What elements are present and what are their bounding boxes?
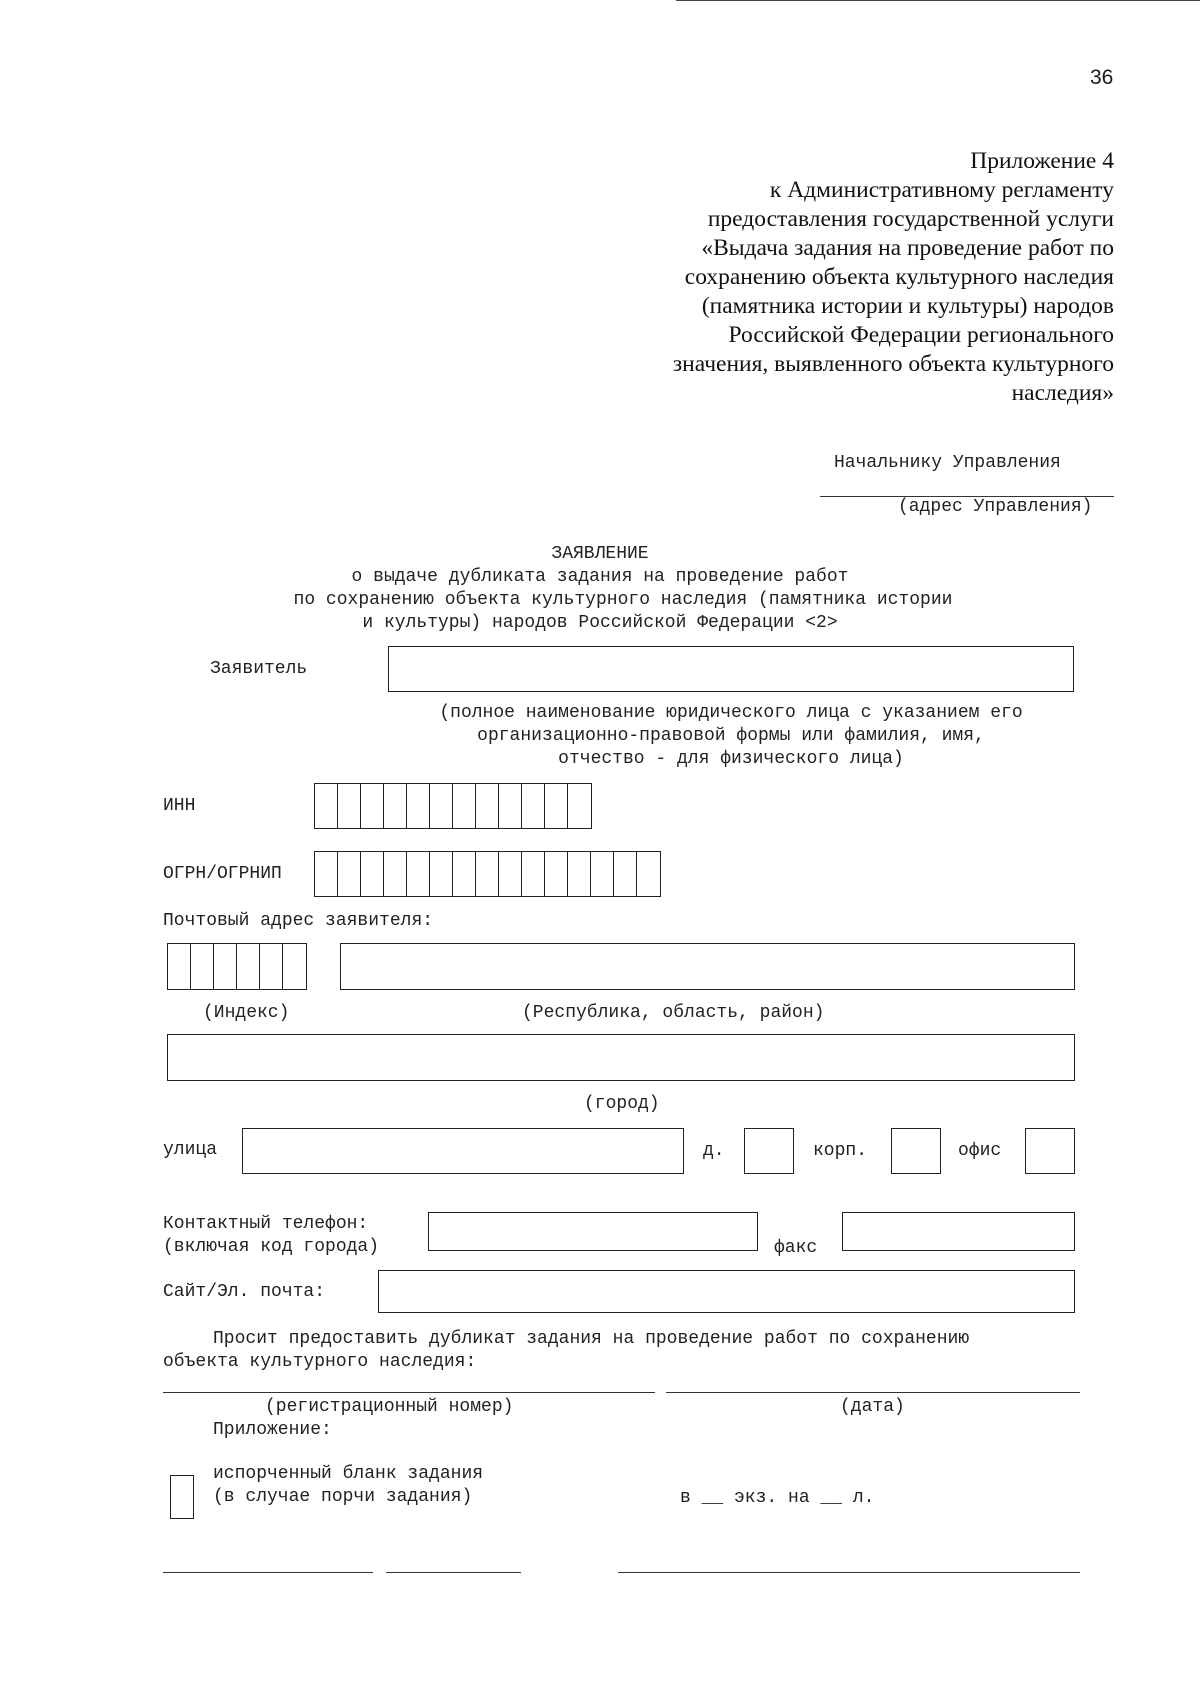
applicant-label: Заявитель (210, 659, 308, 679)
appendix-line: Российской Федерации регионального (728, 322, 1114, 348)
ogrn-cell[interactable] (407, 852, 430, 896)
index-cell[interactable] (214, 944, 237, 989)
appendix-line: предоставления государственной услуги (707, 206, 1114, 232)
inn-label: ИНН (163, 796, 196, 816)
house-field[interactable] (744, 1128, 794, 1174)
inn-cell[interactable] (338, 784, 361, 828)
page-number: 36 (1090, 66, 1114, 89)
ogrn-cell[interactable] (568, 852, 591, 896)
ogrn-cell[interactable] (476, 852, 499, 896)
appendix-line: (памятника истории и культуры) народов (701, 293, 1114, 319)
applicant-caption: отчество - для физического лица) (558, 749, 904, 769)
inn-cell[interactable] (545, 784, 568, 828)
registration-number-caption: (регистрационный номер) (265, 1397, 514, 1417)
postal-address-label: Почтовый адрес заявителя: (163, 911, 434, 931)
statement-line: и культуры) народов Российской Федерации <2> (362, 613, 838, 633)
signature-line[interactable] (618, 1572, 1080, 1573)
copies-text: в __ экз. на __ л. (680, 1488, 875, 1508)
phone-label-note: (включая код города) (163, 1237, 380, 1257)
date-line[interactable] (666, 1392, 1080, 1393)
index-cell[interactable] (283, 944, 306, 989)
ogrn-cell[interactable] (384, 852, 407, 896)
office-label: офис (958, 1141, 1002, 1161)
statement-line: по сохранению объекта культурного наследия (памятника истории (293, 590, 953, 610)
inn-cell[interactable] (407, 784, 430, 828)
attachment-label: Приложение: (213, 1420, 332, 1440)
index-cell[interactable] (191, 944, 214, 989)
request-text: Просит предоставить дубликат задания на проведение работ по сохранению (213, 1329, 970, 1349)
date-caption: (дата) (840, 1397, 905, 1417)
appendix-line: к Административному регламенту (769, 177, 1114, 203)
street-field[interactable] (242, 1128, 684, 1174)
inn-cell[interactable] (568, 784, 591, 828)
ogrn-cell[interactable] (361, 852, 384, 896)
ogrn-cell[interactable] (338, 852, 361, 896)
street-label: улица (163, 1140, 218, 1160)
fax-field[interactable] (842, 1212, 1075, 1251)
inn-cell[interactable] (384, 784, 407, 828)
appendix-line: значения, выявленного объекта культурного (672, 351, 1114, 377)
appendix-line: «Выдача задания на проведение работ по (701, 235, 1114, 261)
site-email-field[interactable] (378, 1270, 1075, 1313)
applicant-field[interactable] (388, 646, 1074, 692)
ogrn-cell[interactable] (499, 852, 522, 896)
phone-field[interactable] (428, 1212, 758, 1251)
statement-line: о выдаче дубликата задания на проведение работ (351, 567, 849, 587)
applicant-caption: (полное наименование юридического лица с указанием его (439, 703, 1023, 723)
request-text-continued: объекта культурного наследия: (163, 1352, 477, 1372)
city-caption: (город) (584, 1094, 660, 1114)
appendix-line: Приложение 4 (970, 148, 1114, 174)
fax-label: факс (774, 1238, 818, 1258)
ogrn-cell[interactable] (614, 852, 637, 896)
ogrn-cell[interactable] (545, 852, 568, 896)
statement-heading: ЗАЯВЛЕНИЕ (551, 544, 649, 564)
building-field[interactable] (891, 1128, 941, 1174)
inn-cell[interactable] (476, 784, 499, 828)
attachment-item-note: (в случае порчи задания) (213, 1487, 473, 1507)
index-cell[interactable] (168, 944, 191, 989)
recipient-address-caption: (адрес Управления) (898, 497, 1093, 517)
index-cell[interactable] (237, 944, 260, 989)
top-edge-line (676, 0, 1200, 1)
building-label: корп. (813, 1141, 868, 1161)
city-field[interactable] (167, 1034, 1075, 1081)
ogrn-cell[interactable] (430, 852, 453, 896)
index-cell[interactable] (260, 944, 283, 989)
inn-cell[interactable] (499, 784, 522, 828)
office-field[interactable] (1025, 1128, 1075, 1174)
region-field[interactable] (340, 943, 1075, 990)
ogrn-cell[interactable] (591, 852, 614, 896)
appendix-line: сохранению объекта культурного наследия (684, 264, 1114, 290)
postal-index-cells[interactable] (167, 943, 307, 990)
inn-cell[interactable] (315, 784, 338, 828)
inn-cell[interactable] (522, 784, 545, 828)
ogrn-cell[interactable] (453, 852, 476, 896)
recipient-title: Начальнику Управления (834, 453, 1061, 473)
ogrn-cell[interactable] (315, 852, 338, 896)
signature-line[interactable] (386, 1572, 521, 1573)
applicant-caption: организационно-правовой формы или фамилия, имя, (477, 726, 985, 746)
ogrn-cell[interactable] (522, 852, 545, 896)
region-caption: (Республика, область, район) (522, 1003, 825, 1023)
ogrn-cell[interactable] (637, 852, 660, 896)
ogrn-label: ОГРН/ОГРНИП (163, 864, 282, 884)
signature-line[interactable] (163, 1572, 373, 1573)
site-email-label: Сайт/Эл. почта: (163, 1282, 326, 1302)
house-label: д. (703, 1141, 725, 1161)
postal-index-caption: (Индекс) (203, 1003, 290, 1023)
inn-cells[interactable] (314, 783, 592, 829)
inn-cell[interactable] (361, 784, 384, 828)
registration-number-line[interactable] (163, 1392, 655, 1393)
attachment-item: испорченный бланк задания (213, 1464, 484, 1484)
inn-cell[interactable] (430, 784, 453, 828)
phone-label: Контактный телефон: (163, 1214, 369, 1234)
ogrn-cells[interactable] (314, 851, 661, 897)
inn-cell[interactable] (453, 784, 476, 828)
appendix-line: наследия» (1011, 380, 1114, 406)
spoiled-form-checkbox[interactable] (170, 1475, 194, 1519)
appendix-header (574, 147, 1114, 408)
